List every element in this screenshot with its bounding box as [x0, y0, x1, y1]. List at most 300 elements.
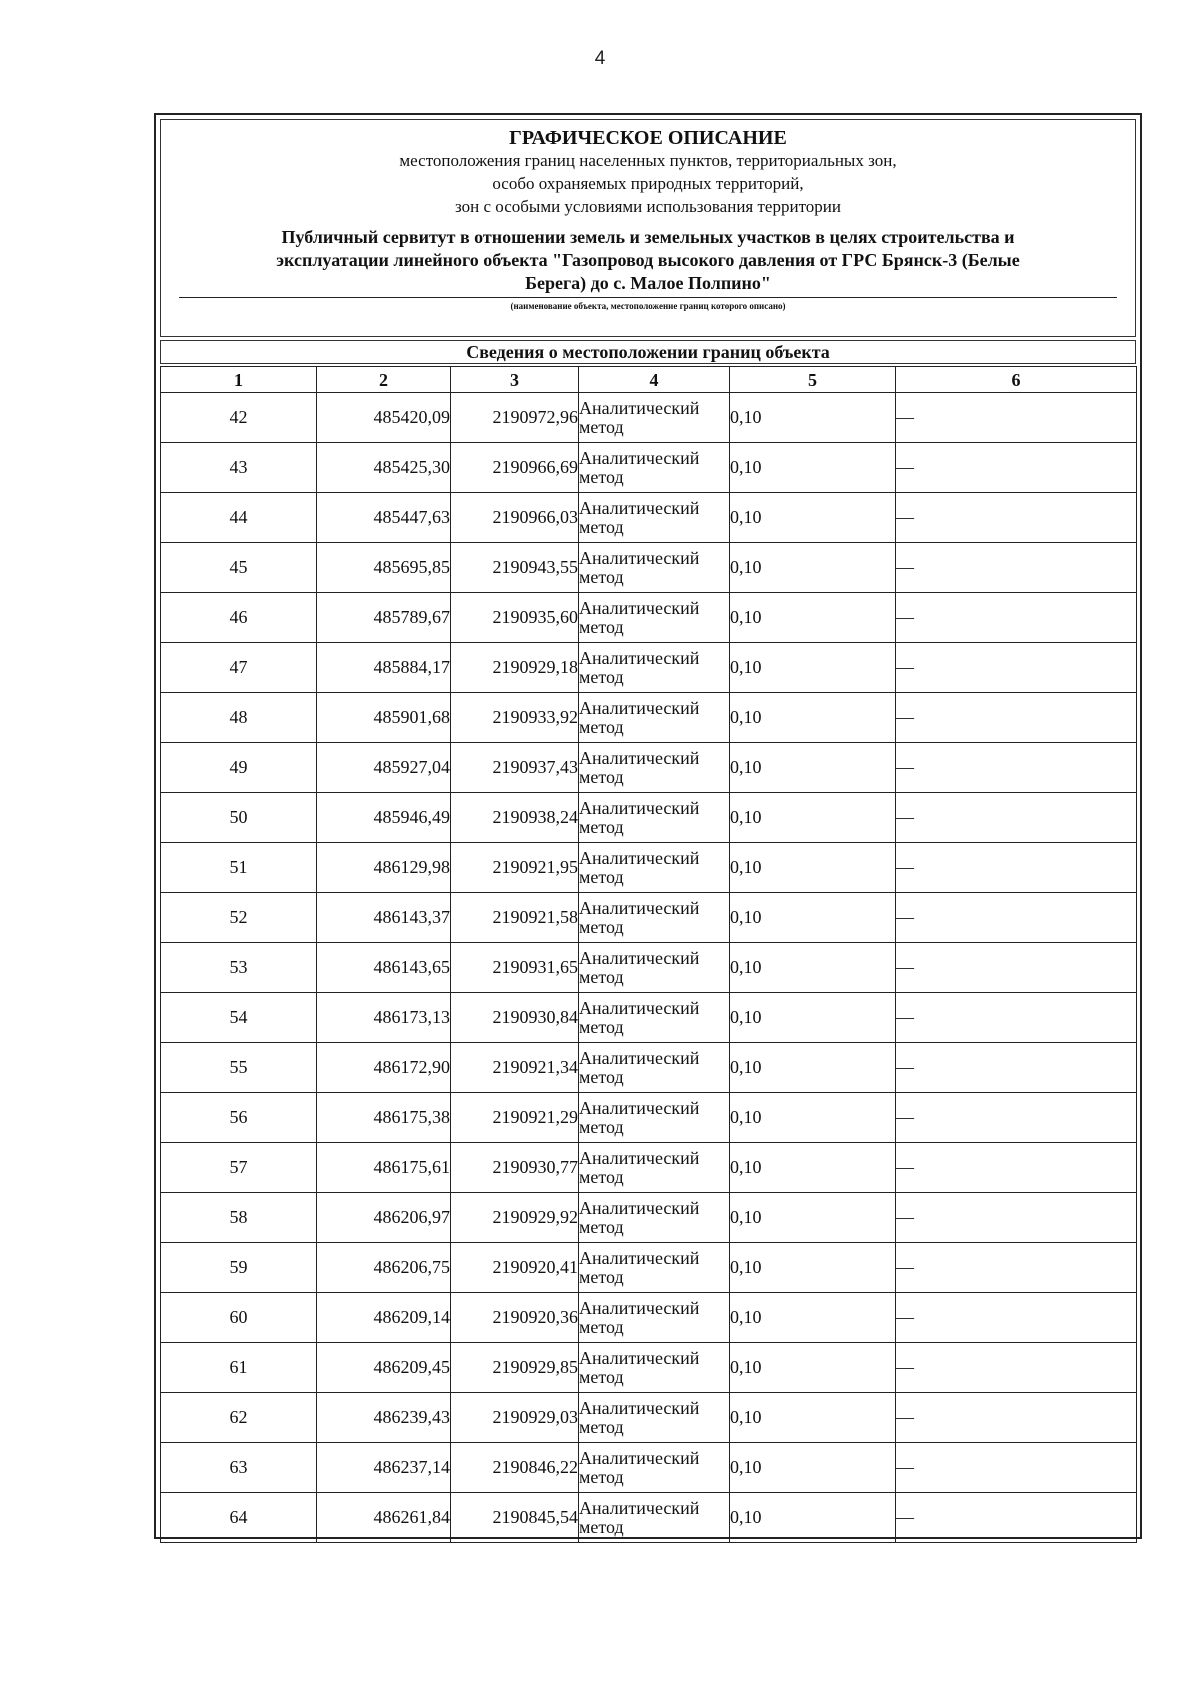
table-row — [161, 493, 1137, 543]
y-coordinate-cell — [451, 1143, 579, 1193]
column-header: 5 — [730, 367, 896, 393]
point-number-text: 52 — [229, 907, 248, 927]
column-header: 6 — [896, 367, 1137, 393]
table-row — [161, 793, 1137, 843]
method-text: Аналитический — [579, 397, 700, 418]
y-coordinate-text: 2190920,36 — [492, 1307, 578, 1327]
method-cell — [579, 1493, 730, 1543]
point-number-text: 48 — [229, 707, 248, 727]
description-text: — — [896, 457, 914, 477]
description-text: — — [896, 907, 914, 927]
y-coordinate-cell — [451, 793, 579, 843]
table-row — [161, 1093, 1137, 1143]
table-row — [161, 743, 1137, 793]
accuracy-text: 0,10 — [730, 657, 762, 677]
x-coordinate-cell — [317, 893, 451, 943]
description-cell — [896, 1143, 1137, 1193]
method-text: Аналитический — [579, 847, 700, 868]
table-row — [161, 543, 1137, 593]
method-text: Аналитический — [579, 1047, 700, 1068]
x-coordinate-cell — [317, 493, 451, 543]
y-coordinate-cell — [451, 1443, 579, 1493]
accuracy-cell — [730, 1143, 896, 1193]
accuracy-cell — [730, 443, 896, 493]
description-text: — — [896, 1257, 914, 1277]
method-text: метод — [579, 666, 624, 687]
x-coordinate-cell — [317, 443, 451, 493]
method-text: Аналитический — [579, 1447, 700, 1468]
x-coordinate-cell — [317, 543, 451, 593]
object-name — [181, 226, 1115, 295]
document-title: ГРАФИЧЕСКОЕ ОПИСАНИЕ — [509, 127, 787, 149]
method-cell — [579, 1243, 730, 1293]
y-coordinate-text: 2190921,29 — [492, 1107, 578, 1127]
y-coordinate-cell — [451, 1093, 579, 1143]
method-text: метод — [579, 1316, 624, 1337]
method-text: метод — [579, 566, 624, 587]
column-header: 3 — [451, 367, 579, 393]
method-text: метод — [579, 766, 624, 787]
method-text: метод — [579, 1366, 624, 1387]
accuracy-text: 0,10 — [730, 757, 762, 777]
point-number-cell — [161, 593, 317, 643]
method-cell — [579, 993, 730, 1043]
x-coordinate-text: 486237,14 — [373, 1457, 450, 1477]
method-cell — [579, 393, 730, 443]
description-text: — — [896, 607, 914, 627]
method-text: Аналитический — [579, 1347, 700, 1368]
description-cell — [896, 1043, 1137, 1093]
accuracy-text: 0,10 — [730, 1307, 762, 1327]
point-number-cell — [161, 943, 317, 993]
description-text: — — [896, 857, 914, 877]
point-number-cell — [161, 1143, 317, 1193]
method-text: Аналитический — [579, 797, 700, 818]
accuracy-text: 0,10 — [730, 1507, 762, 1527]
point-number-cell — [161, 793, 317, 843]
accuracy-cell — [730, 1243, 896, 1293]
x-coordinate-cell — [317, 1143, 451, 1193]
accuracy-cell — [730, 393, 896, 443]
table-row — [161, 1043, 1137, 1093]
description-text: — — [896, 1457, 914, 1477]
y-coordinate-text: 2190929,18 — [492, 657, 578, 677]
description-cell — [896, 1293, 1137, 1343]
accuracy-cell — [730, 743, 896, 793]
description-text: — — [896, 707, 914, 727]
method-text: Аналитический — [579, 1097, 700, 1118]
x-coordinate-cell — [317, 843, 451, 893]
point-number-text: 45 — [229, 557, 248, 577]
accuracy-cell — [730, 843, 896, 893]
method-cell — [579, 1443, 730, 1493]
method-cell — [579, 793, 730, 843]
y-coordinate-cell — [451, 393, 579, 443]
y-coordinate-cell — [451, 1393, 579, 1443]
coordinates-table — [160, 366, 1137, 1543]
x-coordinate-cell — [317, 793, 451, 843]
method-text: метод — [579, 1216, 624, 1237]
method-text: метод — [579, 1016, 624, 1037]
point-number-text: 61 — [229, 1357, 248, 1377]
x-coordinate-cell — [317, 593, 451, 643]
point-number-text: 60 — [229, 1307, 248, 1327]
point-number-cell — [161, 843, 317, 893]
method-text: Аналитический — [579, 1497, 700, 1518]
y-coordinate-text: 2190938,24 — [492, 807, 578, 827]
accuracy-cell — [730, 543, 896, 593]
x-coordinate-text: 485425,30 — [373, 457, 450, 477]
table-row — [161, 393, 1137, 443]
x-coordinate-cell — [317, 1043, 451, 1093]
method-text: Аналитический — [579, 1197, 700, 1218]
description-text: — — [896, 1107, 914, 1127]
accuracy-cell — [730, 593, 896, 643]
point-number-cell — [161, 493, 317, 543]
column-header: 2 — [317, 367, 451, 393]
accuracy-text: 0,10 — [730, 1107, 762, 1127]
method-text: метод — [579, 1166, 624, 1187]
header-block — [160, 119, 1136, 337]
description-cell — [896, 993, 1137, 1043]
point-number-cell — [161, 1093, 317, 1143]
description-cell — [896, 1093, 1137, 1143]
y-coordinate-text: 2190966,69 — [492, 457, 578, 477]
y-coordinate-cell — [451, 893, 579, 943]
y-coordinate-cell — [451, 843, 579, 893]
table-row — [161, 1193, 1137, 1243]
method-cell — [579, 943, 730, 993]
method-cell — [579, 693, 730, 743]
point-number-cell — [161, 393, 317, 443]
description-cell — [896, 1393, 1137, 1443]
point-number-text: 44 — [229, 507, 248, 527]
accuracy-cell — [730, 1393, 896, 1443]
table-row — [161, 1243, 1137, 1293]
accuracy-text: 0,10 — [730, 1007, 762, 1027]
y-coordinate-text: 2190937,43 — [492, 757, 578, 777]
method-text: Аналитический — [579, 447, 700, 468]
method-text: Аналитический — [579, 1247, 700, 1268]
method-text: Аналитический — [579, 1397, 700, 1418]
x-coordinate-text: 485901,68 — [373, 707, 450, 727]
y-coordinate-text: 2190935,60 — [492, 607, 578, 627]
method-text: Аналитический — [579, 747, 700, 768]
point-number-cell — [161, 1243, 317, 1293]
method-text: метод — [579, 1416, 624, 1437]
method-text: метод — [579, 1466, 624, 1487]
accuracy-text: 0,10 — [730, 1057, 762, 1077]
y-coordinate-cell — [451, 743, 579, 793]
description-cell — [896, 893, 1137, 943]
description-cell — [896, 1443, 1137, 1493]
method-cell — [579, 593, 730, 643]
accuracy-text: 0,10 — [730, 1257, 762, 1277]
method-cell — [579, 843, 730, 893]
accuracy-text: 0,10 — [730, 1157, 762, 1177]
description-text: — — [896, 1407, 914, 1427]
point-number-cell — [161, 1043, 317, 1093]
method-text: Аналитический — [579, 697, 700, 718]
point-number-cell — [161, 1293, 317, 1343]
point-number-text: 51 — [229, 857, 248, 877]
method-cell — [579, 1043, 730, 1093]
description-cell — [896, 943, 1137, 993]
description-text: — — [896, 1507, 914, 1527]
method-cell — [579, 1093, 730, 1143]
point-number-cell — [161, 1193, 317, 1243]
accuracy-text: 0,10 — [730, 457, 762, 477]
description-text: — — [896, 1157, 914, 1177]
accuracy-cell — [730, 943, 896, 993]
point-number-cell — [161, 1393, 317, 1443]
object-name-line-1: Публичный сервитут в отношении земель и земельных участков в целях строительства и — [281, 227, 1015, 247]
y-coordinate-cell — [451, 543, 579, 593]
table-header-row — [161, 367, 1137, 393]
point-number-text: 64 — [229, 1507, 248, 1527]
method-cell — [579, 1343, 730, 1393]
accuracy-text: 0,10 — [730, 1207, 762, 1227]
y-coordinate-cell — [451, 493, 579, 543]
section-title: Сведения о местоположении границ объекта — [160, 340, 1136, 364]
description-text: — — [896, 1057, 914, 1077]
y-coordinate-text: 2190921,58 — [492, 907, 578, 927]
method-text: метод — [579, 466, 624, 487]
description-cell — [896, 443, 1137, 493]
x-coordinate-cell — [317, 1393, 451, 1443]
table-row — [161, 993, 1137, 1043]
y-coordinate-cell — [451, 1193, 579, 1243]
method-cell — [579, 1293, 730, 1343]
x-coordinate-cell — [317, 743, 451, 793]
method-text: метод — [579, 1266, 624, 1287]
description-text: — — [896, 1007, 914, 1027]
x-coordinate-text: 486206,97 — [373, 1207, 450, 1227]
description-cell — [896, 743, 1137, 793]
y-coordinate-text: 2190929,92 — [492, 1207, 578, 1227]
y-coordinate-text: 2190930,77 — [492, 1157, 578, 1177]
object-name-line-3: Берега) до с. Малое Полпино" — [525, 273, 771, 293]
method-text: метод — [579, 516, 624, 537]
description-cell — [896, 1343, 1137, 1393]
method-text: метод — [579, 916, 624, 937]
point-number-text: 49 — [229, 757, 248, 777]
x-coordinate-text: 486175,61 — [373, 1157, 450, 1177]
point-number-cell — [161, 543, 317, 593]
x-coordinate-cell — [317, 1093, 451, 1143]
table-row — [161, 1143, 1137, 1193]
point-number-text: 57 — [229, 1157, 248, 1177]
point-number-cell — [161, 443, 317, 493]
y-coordinate-cell — [451, 443, 579, 493]
x-coordinate-cell — [317, 693, 451, 743]
point-number-cell — [161, 893, 317, 943]
description-line-1: местоположения границ населенных пунктов, территориальных зон, — [399, 151, 897, 170]
object-name-line-2: эксплуатации линейного объекта "Газопровод высокого давления от ГРС Брянск-3 (Белые — [276, 250, 1020, 270]
table-row — [161, 443, 1137, 493]
table-row — [161, 593, 1137, 643]
accuracy-text: 0,10 — [730, 557, 762, 577]
method-text: метод — [579, 616, 624, 637]
y-coordinate-text: 2190920,41 — [492, 1257, 578, 1277]
y-coordinate-text: 2190921,34 — [492, 1057, 578, 1077]
column-header: 1 — [161, 367, 317, 393]
method-text: метод — [579, 1066, 624, 1087]
point-number-text: 55 — [229, 1057, 248, 1077]
method-cell — [579, 1143, 730, 1193]
table-row — [161, 693, 1137, 743]
point-number-text: 42 — [229, 407, 248, 427]
accuracy-text: 0,10 — [730, 807, 762, 827]
description-cell — [896, 593, 1137, 643]
point-number-cell — [161, 1443, 317, 1493]
x-coordinate-text: 486173,13 — [373, 1007, 450, 1027]
y-coordinate-cell — [451, 1243, 579, 1293]
accuracy-cell — [730, 893, 896, 943]
x-coordinate-cell — [317, 1443, 451, 1493]
method-text: метод — [579, 866, 624, 887]
method-text: метод — [579, 1116, 624, 1137]
table-row — [161, 893, 1137, 943]
x-coordinate-text: 485789,67 — [373, 607, 450, 627]
y-coordinate-cell — [451, 943, 579, 993]
point-number-text: 47 — [229, 657, 248, 677]
table-row — [161, 843, 1137, 893]
table-row — [161, 1343, 1137, 1393]
method-text: метод — [579, 816, 624, 837]
accuracy-cell — [730, 1043, 896, 1093]
description-text: — — [896, 1357, 914, 1377]
method-cell — [579, 643, 730, 693]
method-cell — [579, 1393, 730, 1443]
accuracy-cell — [730, 643, 896, 693]
description-text: — — [896, 507, 914, 527]
x-coordinate-text: 486209,45 — [373, 1357, 450, 1377]
accuracy-cell — [730, 1343, 896, 1393]
method-text: метод — [579, 416, 624, 437]
table-row — [161, 1393, 1137, 1443]
point-number-cell — [161, 1493, 317, 1543]
method-text: Аналитический — [579, 997, 700, 1018]
y-coordinate-text: 2190921,95 — [492, 857, 578, 877]
x-coordinate-text: 486143,37 — [373, 907, 450, 927]
point-number-text: 58 — [229, 1207, 248, 1227]
x-coordinate-cell — [317, 393, 451, 443]
description-text: — — [896, 407, 914, 427]
x-coordinate-cell — [317, 1493, 451, 1543]
method-text: Аналитический — [579, 597, 700, 618]
method-cell — [579, 893, 730, 943]
x-coordinate-cell — [317, 1343, 451, 1393]
y-coordinate-cell — [451, 1293, 579, 1343]
point-number-cell — [161, 993, 317, 1043]
method-cell — [579, 443, 730, 493]
table-row — [161, 1293, 1137, 1343]
accuracy-cell — [730, 1293, 896, 1343]
accuracy-text: 0,10 — [730, 507, 762, 527]
point-number-cell — [161, 643, 317, 693]
accuracy-text: 0,10 — [730, 857, 762, 877]
y-coordinate-cell — [451, 1493, 579, 1543]
description-text: — — [896, 807, 914, 827]
y-coordinate-text: 2190931,65 — [492, 957, 578, 977]
y-coordinate-text: 2190966,03 — [492, 507, 578, 527]
y-coordinate-cell — [451, 993, 579, 1043]
x-coordinate-cell — [317, 1193, 451, 1243]
x-coordinate-text: 486239,43 — [373, 1407, 450, 1427]
point-number-text: 56 — [229, 1107, 248, 1127]
method-cell — [579, 543, 730, 593]
point-number-text: 53 — [229, 957, 248, 977]
description-cell — [896, 393, 1137, 443]
accuracy-cell — [730, 1443, 896, 1493]
method-text: метод — [579, 716, 624, 737]
method-text: Аналитический — [579, 1147, 700, 1168]
y-coordinate-cell — [451, 1043, 579, 1093]
method-text: Аналитический — [579, 897, 700, 918]
x-coordinate-text: 485420,09 — [373, 407, 450, 427]
point-number-text: 43 — [229, 457, 248, 477]
description-cell — [896, 1493, 1137, 1543]
description-cell — [896, 643, 1137, 693]
x-coordinate-text: 486261,84 — [373, 1507, 450, 1527]
accuracy-text: 0,10 — [730, 1457, 762, 1477]
y-coordinate-text: 2190929,85 — [492, 1357, 578, 1377]
description-cell — [896, 693, 1137, 743]
description-text: — — [896, 757, 914, 777]
point-number-cell — [161, 743, 317, 793]
accuracy-text: 0,10 — [730, 407, 762, 427]
x-coordinate-cell — [317, 943, 451, 993]
method-text: метод — [579, 1516, 624, 1537]
description-text: — — [896, 957, 914, 977]
description-cell — [896, 1193, 1137, 1243]
table-row — [161, 1493, 1137, 1543]
description-line-3: зон с особыми условиями использования территории — [455, 197, 841, 216]
x-coordinate-cell — [317, 1293, 451, 1343]
x-coordinate-cell — [317, 1243, 451, 1293]
description-text: — — [896, 1307, 914, 1327]
description-text: — — [896, 657, 914, 677]
description-cell — [896, 493, 1137, 543]
accuracy-cell — [730, 793, 896, 843]
accuracy-text: 0,10 — [730, 957, 762, 977]
point-number-text: 46 — [229, 607, 248, 627]
y-coordinate-cell — [451, 643, 579, 693]
point-number-text: 59 — [229, 1257, 248, 1277]
method-text: Аналитический — [579, 1297, 700, 1318]
method-text: метод — [579, 966, 624, 987]
x-coordinate-text: 486209,14 — [373, 1307, 450, 1327]
y-coordinate-text: 2190943,55 — [492, 557, 578, 577]
page-number: 4 — [594, 48, 606, 69]
description-cell — [896, 843, 1137, 893]
object-name-caption: (наименование объекта, местоположение границ которого описано) — [510, 301, 786, 311]
accuracy-text: 0,10 — [730, 707, 762, 727]
accuracy-text: 0,10 — [730, 1407, 762, 1427]
column-header: 4 — [579, 367, 730, 393]
x-coordinate-text: 485447,63 — [373, 507, 450, 527]
point-number-text: 62 — [229, 1407, 248, 1427]
x-coordinate-text: 485884,17 — [373, 657, 450, 677]
accuracy-text: 0,10 — [730, 907, 762, 927]
method-text: Аналитический — [579, 547, 700, 568]
x-coordinate-text: 486172,90 — [373, 1057, 450, 1077]
accuracy-cell — [730, 993, 896, 1043]
description-cell — [896, 1243, 1137, 1293]
y-coordinate-cell — [451, 693, 579, 743]
description-line-2: особо охраняемых природных территорий, — [492, 174, 804, 193]
